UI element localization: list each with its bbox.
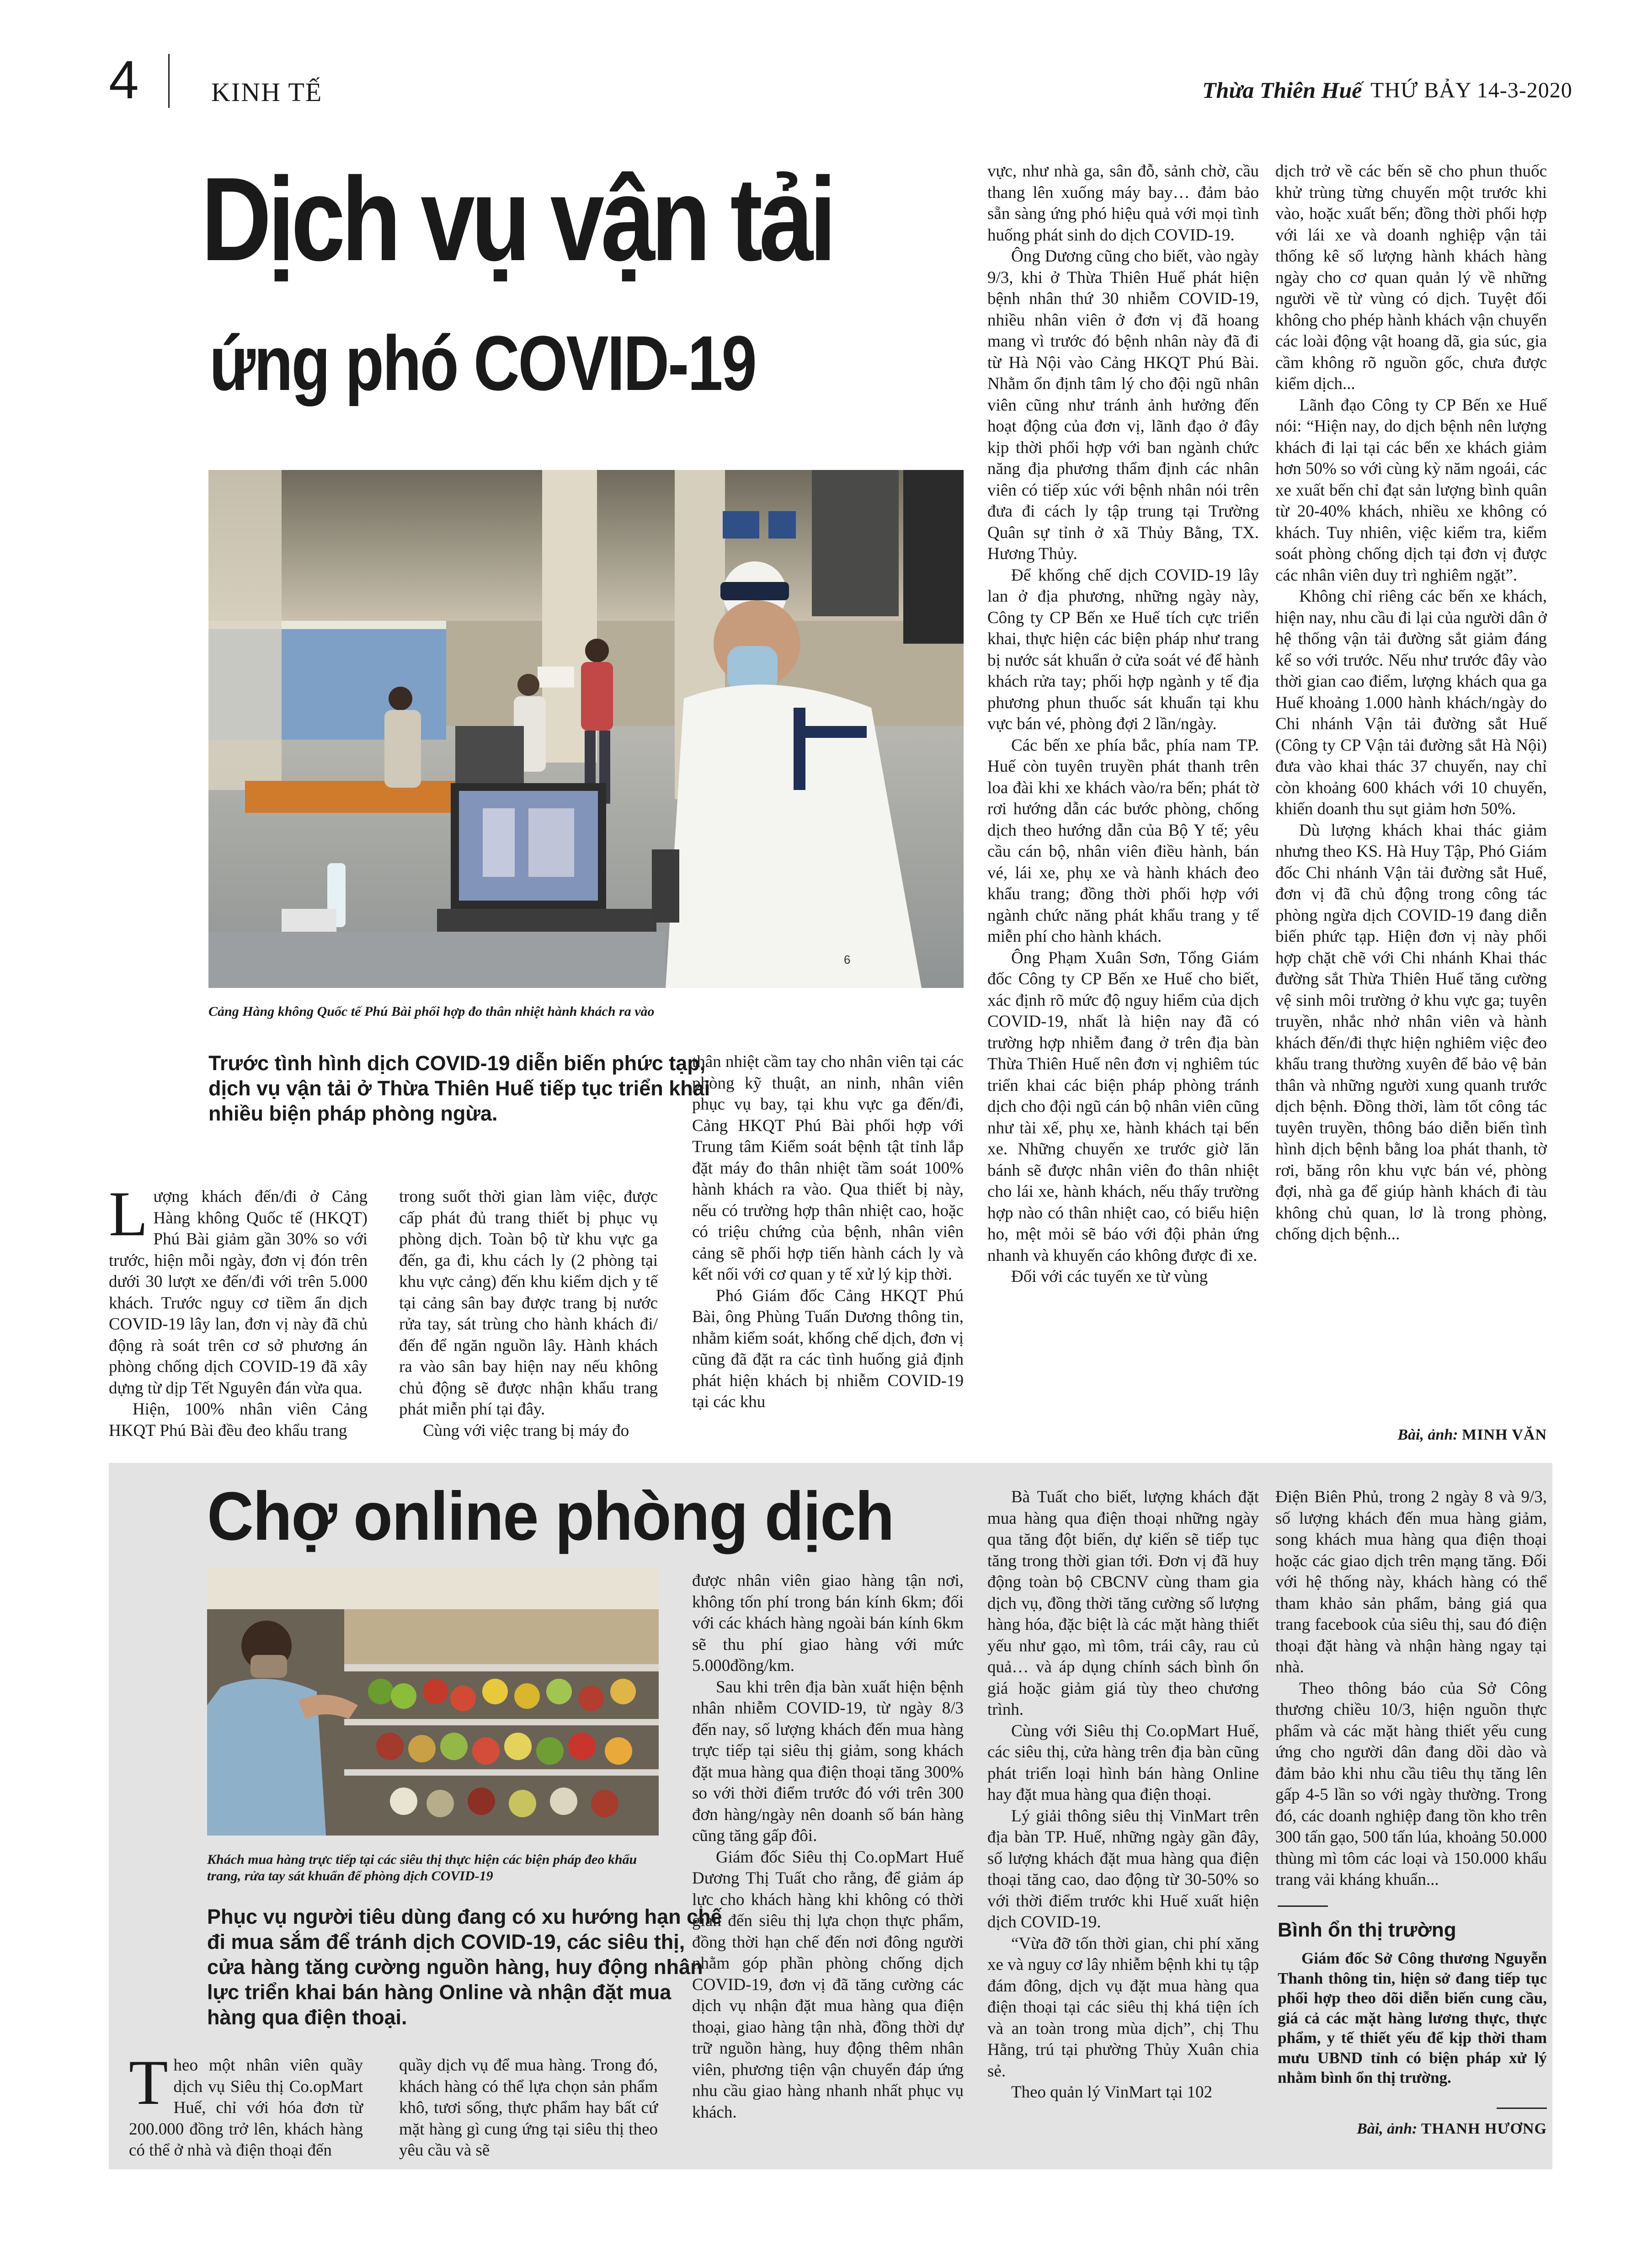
article1-column-1	[109, 1179, 368, 1441]
article2-col1-p1: Theo một nhân viên quầy dịch vụ Siêu thị Co.opMart Huế, chỉ với hóa đơn từ 200.000 đồng trở lên, khách hàng có thể ở nhà và điện thoại đến	[129, 2047, 363, 2160]
photo-sign-text: 6	[844, 953, 851, 966]
header-divider	[168, 54, 170, 108]
article2-col4-p2: Cùng với Siêu thị Co.opMart Huế, các siêu thị, cửa hàng trên địa bàn cũng phát triển loại hình bán hàng Online hay đặt mua hàng qua điện thoại.	[987, 1721, 1259, 1804]
section-name: KINH TẾ	[211, 77, 323, 107]
article2-photo-caption: Khách mua hàng trực tiếp tại các siêu thị thực hiện các biện pháp đeo khẩu trang, rửa tay sát khuẩn để phòng dịch COVID-19	[207, 1852, 637, 1884]
article2-col4-p5: Theo quản lý VinMart tại 102	[1011, 2083, 1212, 2102]
article1-col4-p6: Đối với các tuyến xe từ vùng	[1011, 1267, 1208, 1286]
article2-col2-p1: quầy dịch vụ để mua hàng. Trong đó, khách hàng có thể lựa chọn sản phẩm khô, tươi sống, thực phẩm hay bất cứ mặt hàng gì cung ứng tại siêu thị theo yêu cầu và sẽ	[399, 2056, 658, 2160]
article2-column-2	[399, 2055, 658, 2161]
article2-title: Chợ online phòng dịch	[207, 1478, 894, 1554]
article2-byline: Bài, ảnh: THANH HƯƠNG	[1357, 2120, 1547, 2137]
article2-col3-p2: Sau khi trên địa bàn xuất hiện bệnh nhân nhiễm COVID-19, từ ngày 8/3 đến nay, số lượng khách đến mua hàng trực tiếp tại siêu thị giảm, song khách đặt mua hàng qua điện thoại tăng 300% so với thời điểm trước đó với trên 300 đơn hàng/ngày nên doanh số bán hàng cũng tăng gấp đôi.	[692, 1677, 964, 1845]
article1-column-4	[987, 161, 1259, 1288]
article1-photo-airport	[208, 470, 964, 988]
sidebar-text: Giám đốc Sở Công thương Nguyễn Thanh thông tin, hiện sở đang tiếp tục phối hợp theo dõi diễn biến cung cầu, giá cả các mặt hàng lương thực, thực phẩm, y tế thiết yếu để kịp thời tham mưu UBND tỉnh có biện pháp xử lý nhằm bình ổn thị trường.	[1278, 1949, 1547, 2087]
article2-col4-p4: “Vừa đỡ tốn thời gian, chi phí xăng xe và nguy cơ lây nhiễm bệnh khi tụ tập đám đông, dịch vụ đặt mua hàng qua điện thoại tại các siêu thị khá tiện ích và an toàn trong mùa dịch”, chị Thu Hằng, trú tại phường Thủy Xuân chia sẻ.	[987, 1934, 1259, 2081]
article2-author: THANH HƯƠNG	[1421, 2120, 1547, 2137]
sidebar-divider	[1278, 1905, 1328, 1907]
article1-photo-caption: Cảng Hàng không Quốc tế Phú Bài phối hợp đo thân nhiệt hành khách ra vào	[208, 1004, 655, 1019]
article1-title-line2: ứng phó COVID-19	[209, 320, 756, 407]
sidebar-end-rule	[1497, 2108, 1547, 2109]
article2-column-5	[1275, 1487, 1547, 1891]
article1-col5-p4: Dù lượng khách khai thác giảm nhưng theo KS. Hà Huy Tập, Phó Giám đốc Chi nhánh Vận tải đường sắt Huế, đơn vị đã chủ động trong công tác phòng ngừa dịch COVID-19 đang diễn biến phức tạp. Hiện đơn vị này phối hợp chặt chẽ với Chi nhánh Khai thác đường sắt Thừa Thiên Huế tăng cường vệ sinh môi trường ở khu vực ga; tuyên truyền, nhắc nhở nhân viên và hành khách đến/đi thực hiện nghiêm việc đeo khẩu trang thường xuyên để bảo vệ bản thân và những người xung quanh trước dịch bệnh. Đồng thời, làm tốt công tác tuyên truyền, thông báo diễn biến tình hình dịch bệnh bằng loa phát thanh, tờ rơi, băng rôn khu vực bán vé, phòng đợi, nhà ga để giúp hành khách đi tàu không chủ quan, lơ là trong phòng, chống dịch bệnh...	[1275, 821, 1547, 1243]
article1-col1-p2: Hiện, 100% nhân viên Cảng HKQT Phú Bài đều đeo khẩu trang	[109, 1400, 368, 1440]
article1-col5-p3: Không chỉ riêng các bến xe khách, hiện nay, nhu cầu đi lại của người dân ở hệ thống vận tải đường sắt giảm đáng kể so với trước. Nếu như trước đây vào thời gian cao điểm, lượng khách qua ga Huế khoảng 1.000 hành khách/ngày do Chi nhánh Vận tải đường sắt Huế (Công ty CP Vận tải đường sắt Hà Nội) đưa vào khai thác 37 chuyến, nay chỉ còn khoảng 600 khách với 10 chuyến, khiến doanh thu sụt giảm hơn 50%.	[1275, 587, 1547, 818]
article1-col5-p2: Lãnh đạo Công ty CP Bến xe Huế nói: “Hiện nay, do dịch bệnh nên lượng khách đi lại tại các bến xe khách giảm hơn 50% so với cùng kỳ năm ngoái, các xe xuất bến chỉ đạt sản lượng bình quân từ 20-40% khách, nhiều xe không có khách. Tuy nhiên, việc kiểm tra, kiểm soát phòng chống dịch tại đơn vị được các nhân viên duy trì nghiêm ngặt”.	[1275, 395, 1547, 585]
article1-author: MINH VĂN	[1462, 1426, 1547, 1443]
article1-col2-p2: Cùng với việc trang bị máy đo	[423, 1421, 629, 1440]
article1-column-3	[692, 1051, 964, 1413]
article1-col2-p1: trong suốt thời gian làm việc, được cấp phát đủ trang thiết bị phục vụ phòng dịch. Toàn bộ từ khu vực ga đến, ga đi, khu cách ly (2 phòng tại khu vực cảng) đến khu kiểm dịch y tế tại cảng sân bay được trang bị nước rửa tay, sát trùng cho hành khách đi/đến để ngăn nguồn lây. Hành khách ra vào sân bay hiện nay nếu không chủ động sẽ được nhận khẩu trang phát miễn phí tại đây.	[399, 1187, 658, 1419]
article1-col4-p3: Để khống chế dịch COVID-19 lây lan ở địa phương, những ngày này, Công ty CP Bến xe Huế tích cực triển khai, thực hiện các biện pháp như trang bị nước sát khuẩn ở cửa soát vé để hành khách rửa tay; phối hợp ngành y tế địa phương phun thuốc sát khuẩn tại khu vực bán vé, phòng đợi 2 lần/ngày.	[987, 566, 1259, 733]
article1-col4-p2: Ông Dương cũng cho biết, vào ngày 9/3, khi ở Thừa Thiên Huế phát hiện bệnh nhân thứ 30 nhiễm COVID-19, nhiều nhân viên ở đơn vị đã hoang mang vì trước đó bệnh nhân này đã đi từ Hà Nội vào Cảng HKQT Phú Bài. Nhằm ổn định tâm lý cho đội ngũ nhân viên cũng như tránh ảnh hưởng đến hoạt động của đơn vị, lãnh đạo ở đây kịp thời phối hợp với ban ngành chức năng địa phương thẩm định các nhân viên có tiếp xúc với bệnh nhân nói trên đưa đi cách ly tập trung tại Trường Quân sự tỉnh ở xã Thủy Bằng, TX. Hương Thủy.	[987, 247, 1259, 563]
dropcap: T	[129, 2047, 168, 2118]
article2-col4-p1: Bà Tuất cho biết, lượng khách đặt mua hàng qua điện thoại những ngày qua tăng đột biến, dự kiến sẽ tiếp tục tăng trong thời gian tới. Đơn vị đã huy động toàn bộ CBCNV cùng tham gia dịch vụ, đồng thời tăng cường số lượng hàng hóa, đặc biệt là các mặt hàng thiết yếu như gạo, mì tôm, trái cây, rau củ quả… và áp dụng chính sách bình ổn giá hoặc giảm giá tùy theo chương trình.	[987, 1488, 1259, 1719]
article2-column-1	[129, 2047, 363, 2161]
article2-col5-p2: Theo thông báo của Sở Công thương chiều 10/3, hiện nguồn thực phẩm và các mặt hàng thiết yếu cung ứng cho người dân đang dồi dào và đảm bảo khi nhu cầu tiêu thụ tăng lên gấp 4-5 lần so với ngày thường. Trong đó, các doanh nghiệp đang tồn kho trên 300 tấn gạo, 500 tấn lúa, khoảng 50.000 thùng mì tôm các loại và 150.000 khẩu trang vải kháng khuẩn...	[1275, 1679, 1547, 1889]
dropcap: L	[109, 1179, 148, 1249]
article2-col3-p1: được nhân viên giao hàng tận nơi, không tốn phí trong bán kính 6km; đối với các khách hàng ngoài bán kính 6km sẽ thu phí giao hàng với mức 5.000đồng/km.	[692, 1571, 964, 1675]
article2-col5-p1: Điện Biên Phủ, trong 2 ngày 8 và 9/3, số lượng khách đến mua hàng giảm, song khách mua hàng qua điện thoại hoặc các giao dịch trên mạng tăng. Đối với hệ thống này, khách hàng có thể tham khảo sản phẩm, bảng giá qua trang facebook của siêu thị, sau đó điện thoại đặt hàng và nhận hàng ngay tại nhà.	[1275, 1488, 1547, 1676]
article1-col4-p1: vực, như nhà ga, sân đỗ, sảnh chờ, cầu thang lên xuống máy bay… đảm bảo sẵn sàng ứng phó hiệu quả với mọi tình huống phát sinh do dịch COVID-19.	[987, 162, 1259, 245]
issue-date: THỨ BẢY 14-3-2020	[1370, 78, 1572, 102]
article1-title-line1: Dịch vụ vận tải	[201, 153, 833, 286]
article2-col3-p3: Giám đốc Siêu thị Co.opMart Huế Dương Thị Tuất cho rằng, để giảm áp lực cho khách hàng khi không có thời gian đến siêu thị lựa chọn thực phẩm, đồng thời hạn chế đến nơi đông người nhằm góp phần phòng chống dịch COVID-19, đơn vị đã tăng cường các dịch vụ nhận đặt mua hàng qua điện thoại, giao hàng tận nhà, đồng thời dự trữ nguồn hàng, huy động thêm nhân viên, phương tiện vận chuyển đáp ứng nhu cầu giao hàng nhanh nhất phục vụ khách.	[692, 1847, 964, 2122]
page-header	[0, 0, 1647, 119]
sidebar-title: Bình ổn thị trường	[1278, 1919, 1456, 1941]
article1-lead: Trước tình hình dịch COVID-19 diễn biến phức tạp, dịch vụ vận tải ở Thừa Thiên Huế tiếp tục triển khai nhiều biện pháp phòng ngừa.	[208, 1051, 710, 1125]
article1-col4-p5: Ông Phạm Xuân Sơn, Tổng Giám đốc Công ty CP Bến xe Huế cho biết, xác định rõ mức độ nguy hiểm của dịch COVID-19, nhất là hiện nay đã có trường hợp nhiễm đang ở trên địa bàn Thừa Thiên Huế nên đơn vị nghiêm túc triển khai các biện pháp phòng tránh dịch cho đội ngũ cán bộ nhân viên cũng như tài xế, phụ xe, hành khách tại bến xe. Những chuyến xe trước giờ lăn bánh sẽ được nhân viên đo thân nhiệt cho lái xe, hành khách, nếu thấy trường hợp nào có thân nhiệt cao, có biểu hiện ho, mệt mỏi sẽ báo với đội phản ứng nhanh và khuyến cáo không được đi xe.	[987, 948, 1259, 1265]
article2-lead: Phục vụ người tiêu dùng đang có xu hướng hạn chế đi mua sắm để tránh dịch COVID-19, các siêu thị, cửa hàng tăng cường nguồn hàng, huy động nhân lực triển khai bán hàng Online và nhận đặt mua hàng qua điện thoại.	[207, 1905, 722, 2029]
article2-column-4	[987, 1487, 1259, 2103]
page-number: 4	[109, 50, 139, 110]
article1-column-2	[399, 1186, 658, 1441]
article1-col3-p1: thân nhiệt cầm tay cho nhân viên tại các phòng kỹ thuật, an ninh, nhân viên phục vụ bay, tại khu vực ga đến/đi, Cảng HKQT Phú Bài phối hợp với Trung tâm Kiểm soát bệnh tật tỉnh lắp đặt máy đo thân nhiệt tầm soát 100% hành khách ra vào. Qua thiết bị này, nếu có trường hợp thân nhiệt cao, hoặc có triệu chứng của bệnh, nhân viên cảng sẽ phối hợp tiến hành cách ly và kết nối với cơ quan y tế xử lý kịp thời.	[692, 1052, 964, 1284]
article1-col3-p2: Phó Giám đốc Cảng HKQT Phú Bài, ông Phùng Tuấn Dương thông tin, nhằm kiểm soát, khống chế dịch, đơn vị cũng đã đặt ra các tình huống giả định phát hiện khách bị nhiễm COVID-19 tại các khu	[692, 1286, 964, 1411]
article2-photo-supermarket	[207, 1568, 659, 1836]
article1-column-5	[1275, 161, 1547, 1245]
article1-col1-p1: Lượng khách đến/đi ở Cảng Hàng không Quốc tế (HKQT) Phú Bài giảm gần 30% so với trước, hiện mỗi ngày, đơn vị đón trên dưới 30 lượt xe đến/đi với trên 5.000 khách. Trước nguy cơ tiềm ẩn dịch COVID-19 lây lan, đơn vị này đã chủ động rà soát trên cơ sở phương án phòng chống dịch COVID-19 đã xây dựng từ dịp Tết Nguyên đán vừa qua.	[109, 1179, 368, 1398]
article2-col4-p3: Lý giải thông siêu thị VinMart trên địa bàn TP. Huế, những ngày gần đây, số lượng khách đặt mua hàng qua điện thoại tăng cao, dao động từ 30-50% so với thời điểm trước khi Huế xuất hiện dịch COVID-19.	[987, 1806, 1259, 1932]
article1-col4-p4: Các bến xe phía bắc, phía nam TP. Huế còn tuyên truyền phát thanh trên loa đài khi xe khách vào/ra bến; phát tờ rơi hướng dẫn các bước phòng, chống dịch theo hướng dẫn của Bộ Y tế; yêu cầu cán bộ, nhân viên điều hành, bán vé, lái xe, phụ xe và hành khách đeo khẩu trang; đồng thời phối hợp với ngành chức năng phát khẩu trang y tế miễn phí cho hành khách.	[987, 736, 1259, 946]
article1-byline: Bài, ảnh: MINH VĂN	[1397, 1426, 1547, 1443]
article2-column-3	[692, 1570, 964, 2123]
paper-name: Thừa Thiên Huế	[1202, 77, 1362, 103]
article1-col5-p1: dịch trở về các bến sẽ cho phun thuốc khử trùng từng chuyến một trước khi vào, hoặc xuất bến; đồng thời phối hợp với lái xe và doanh nghiệp vận tải thống kê số lượng hành khách hàng ngày cho cơ quan quản lý về những người về từ vùng có dịch. Tuyệt đối không cho phép hành khách vận chuyển các loài động vật hoang dã, gia súc, gia cầm không rõ nguồn gốc, chưa được kiểm dịch...	[1275, 162, 1547, 393]
